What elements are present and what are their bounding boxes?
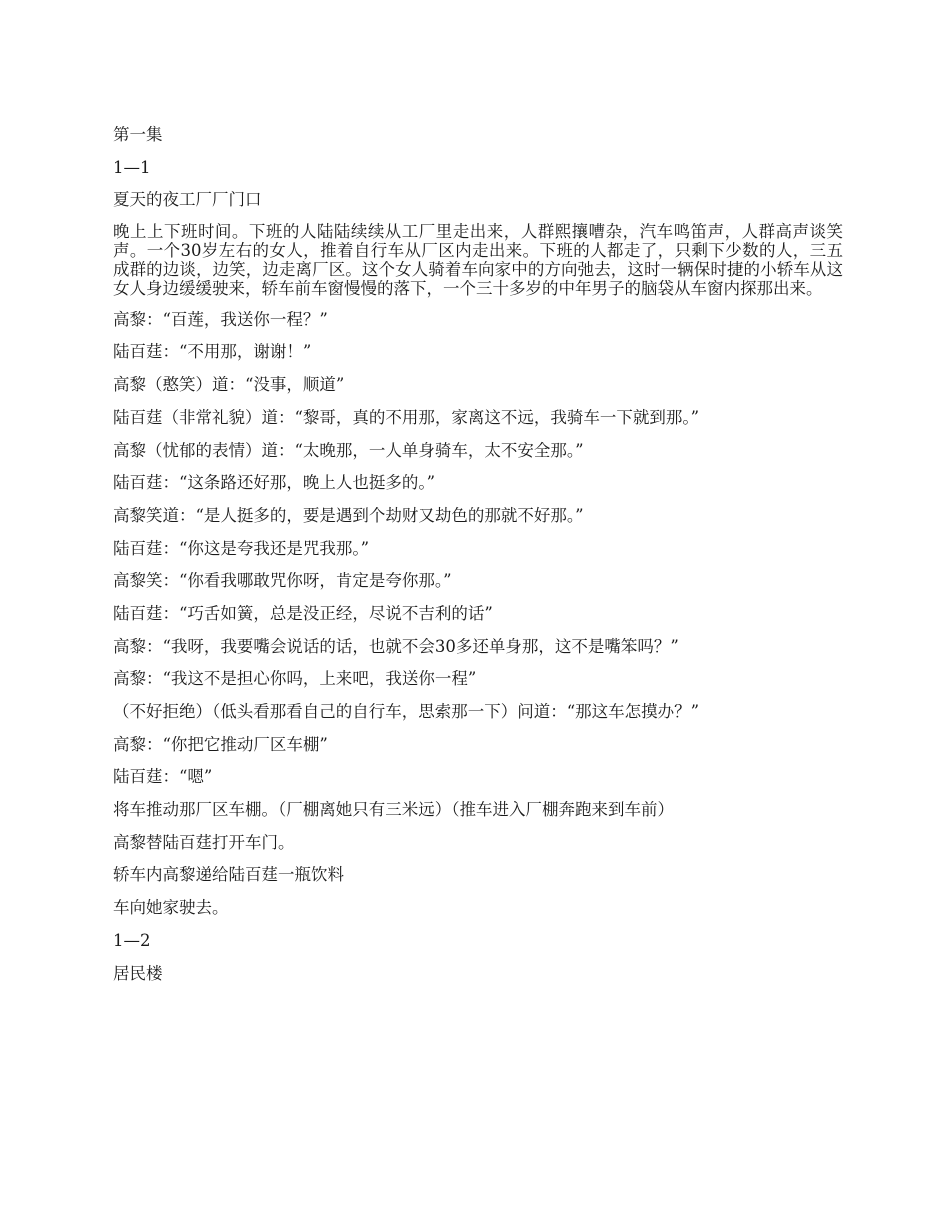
dialogue-line: 高黎笑：“你看我哪敢咒你呀，肯定是夸你那。” bbox=[113, 571, 452, 591]
document-body bbox=[113, 124, 843, 995]
action-line: 将车推动那厂区车棚。（厂棚离她只有三米远）（推车进入厂棚奔跑来到车前） bbox=[113, 800, 674, 820]
action-line: 车向她家驶去。 bbox=[113, 898, 229, 918]
dialogue-line: 高黎：“百莲，我送你一程？” bbox=[113, 309, 328, 329]
action-line: 高黎替陆百莛打开车门。 bbox=[113, 832, 295, 852]
dialogue-line: 陆百莛：“你这是夸我还是咒我那。” bbox=[113, 538, 370, 558]
scene-description: 晚上上下班时间。下班的人陆陆续续从工厂里走出来，人群熙攘嘈杂，汽车鸣笛声，人群高声谈笑声。一个30岁左右的女人，推着自行车从厂区内走出来。下班的人都走了，只剩下少数的人，三五成群的边谈，边笑，边走离厂区。这个女人骑着车向家中的方向弛去，这时一辆保时捷的小轿车从这女人身边缓缓驶来，轿车前车窗慢慢的落下，一个三十多岁的中年男子的脑袋从车窗内探那出来。 bbox=[113, 222, 843, 299]
scene-number: 1—2 bbox=[113, 930, 151, 950]
scene-location: 居民楼 bbox=[113, 963, 163, 983]
dialogue-line: 陆百莛：“这条路还好那，晚上人也挺多的。” bbox=[113, 473, 436, 493]
dialogue-line: 陆百莛：“不用那，谢谢！” bbox=[113, 342, 312, 362]
dialogue-line: 陆百莛（非常礼貌）道：“黎哥，真的不用那，家离这不远，我骑车一下就到那。” bbox=[113, 407, 700, 427]
dialogue-line: 高黎（憨笑）道：“没事，顺道” bbox=[113, 375, 345, 395]
dialogue-line: 高黎：“你把它推动厂区车棚” bbox=[113, 734, 328, 754]
dialogue-line: 陆百莛：“巧舌如簧，总是没正经，尽说不吉利的话” bbox=[113, 603, 493, 623]
dialogue-line: 高黎（忧郁的表情）道：“太晚那，一人单身骑车，太不安全那。” bbox=[113, 440, 584, 460]
action-line: 轿车内高黎递给陆百莛一瓶饮料 bbox=[113, 865, 344, 885]
dialogue-line: 高黎：“我呀，我要嘴会说话的话，也就不会30多还单身那，这不是嘴笨吗？” bbox=[113, 636, 679, 656]
episode-title: 第一集 bbox=[113, 125, 163, 144]
dialogue-line: 高黎笑道：“是人挺多的，要是遇到个劫财又劫色的那就不好那。” bbox=[113, 505, 584, 525]
dialogue-line: 高黎：“我这不是担心你吗，上来吧，我送你一程” bbox=[113, 669, 477, 689]
dialogue-line: 陆百莛：“嗯” bbox=[113, 767, 213, 787]
dialogue-line: （不好拒绝）（低头看那看自己的自行车，思索那一下）问道：“那这车怎摸办？” bbox=[113, 702, 700, 721]
scene-location: 夏天的夜工厂厂门口 bbox=[113, 190, 262, 210]
scene-number: 1—1 bbox=[113, 157, 151, 177]
